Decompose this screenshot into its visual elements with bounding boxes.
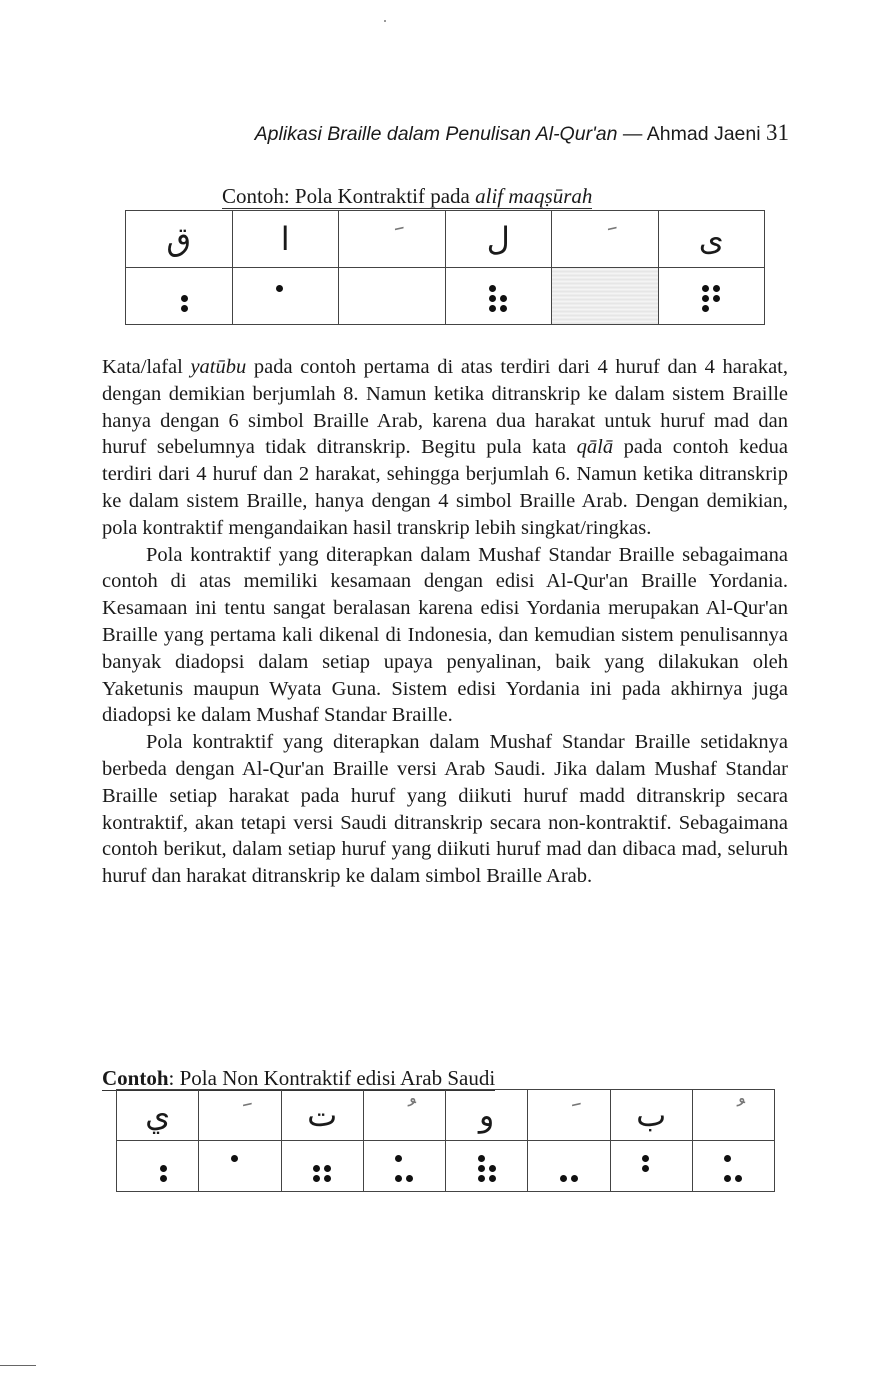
table-cell <box>658 211 765 268</box>
braille-dot-raised <box>478 1155 485 1162</box>
page-number: 31 <box>766 120 789 145</box>
braille-dot-empty <box>489 1155 496 1162</box>
braille-dot-empty <box>596 285 603 292</box>
arabic-letter: ى <box>698 220 724 258</box>
table-cell <box>126 268 233 325</box>
braille-dot-empty <box>713 305 720 312</box>
braille-dot-raised <box>489 1175 496 1182</box>
braille-cell <box>381 283 403 313</box>
table-cell <box>232 211 339 268</box>
braille-dot-empty <box>500 285 507 292</box>
braille-dot-raised <box>395 1155 402 1162</box>
table-cell-shaded <box>552 268 659 325</box>
arabic-letter: ل <box>486 220 510 258</box>
braille-dot-raised <box>478 1165 485 1172</box>
table-cell <box>446 1090 528 1141</box>
example2-caption-rest: : Pola Non Kontraktif edisi Arab Saudi <box>168 1066 496 1090</box>
arabic-letter: ا <box>280 220 290 258</box>
table-cell <box>692 1090 774 1141</box>
paragraph <box>102 542 788 730</box>
braille-dot-empty <box>406 1155 413 1162</box>
braille-dot-raised <box>702 305 709 312</box>
scan-speck <box>384 20 386 22</box>
braille-dot-empty <box>287 295 294 302</box>
braille-dot-empty <box>560 1165 567 1172</box>
example1-caption-term: alif maqṣūrah <box>475 184 593 208</box>
example1-arabic-row <box>126 211 765 268</box>
example2-caption-bold: Contoh <box>102 1066 169 1090</box>
braille-dot-empty <box>596 295 603 302</box>
braille-dot-raised <box>702 285 709 292</box>
braille-dot-empty <box>276 295 283 302</box>
braille-cell <box>311 1153 333 1183</box>
text-run: pada contoh pertama di atas terdiri dari 4 huruf dan 4 harakat, dengan demikian berjumlah 8. Namun ketika ditranskrip ke dalam sistem Braille hanya dengan 6 simbol Braille Arab, karena dua harakat untuk huruf mad dan huruf sebelumnya tidak ditranskrip. Begitu pula kata <box>102 356 788 459</box>
braille-cell <box>476 1153 498 1183</box>
header-book-title: Aplikasi Braille dalam Penulisan Al-Qur'an <box>254 123 618 145</box>
braille-dot-empty <box>607 295 614 302</box>
braille-dot-empty <box>242 1155 249 1162</box>
braille-dot-empty <box>287 285 294 292</box>
braille-dot-raised <box>500 295 507 302</box>
braille-dot-empty <box>170 305 177 312</box>
table-cell <box>528 1090 610 1141</box>
braille-dot-empty <box>231 1175 238 1182</box>
header-author: Ahmad Jaeni <box>646 123 761 145</box>
table-cell <box>658 268 765 325</box>
braille-cell <box>168 283 190 313</box>
example1-caption-prefix: Contoh: Pola Kontraktif pada <box>222 184 476 208</box>
body-text <box>102 354 788 890</box>
braille-cell <box>594 283 616 313</box>
braille-dot-empty <box>242 1175 249 1182</box>
table-cell <box>339 268 446 325</box>
table-cell <box>126 211 233 268</box>
braille-dot-raised <box>324 1165 331 1172</box>
braille-dot-empty <box>735 1165 742 1172</box>
braille-dot-raised <box>702 295 709 302</box>
braille-cell <box>558 1153 580 1183</box>
braille-dot-raised <box>735 1175 742 1182</box>
braille-dot-empty <box>395 1165 402 1172</box>
braille-dot-raised <box>713 285 720 292</box>
margin-rule <box>0 1365 36 1366</box>
running-header <box>244 120 789 146</box>
braille-dot-raised <box>489 295 496 302</box>
braille-cell <box>393 1153 415 1183</box>
table-cell <box>446 1141 528 1192</box>
braille-cell <box>700 283 722 313</box>
braille-dot-raised <box>478 1175 485 1182</box>
paragraph <box>102 729 788 890</box>
table-cell <box>610 1090 692 1141</box>
example1-braille-row <box>126 268 765 325</box>
braille-dot-raised <box>724 1155 731 1162</box>
braille-dot-raised <box>489 305 496 312</box>
braille-dot-empty <box>406 1165 413 1172</box>
braille-dot-empty <box>313 1155 320 1162</box>
braille-cell <box>722 1153 744 1183</box>
table-cell <box>199 1090 281 1141</box>
braille-dot-empty <box>149 1155 156 1162</box>
table-cell <box>528 1141 610 1192</box>
braille-dot-empty <box>170 285 177 292</box>
braille-dot-raised <box>642 1165 649 1172</box>
braille-dot-raised <box>489 1165 496 1172</box>
text-run: Kata/lafal <box>102 356 191 378</box>
braille-dot-empty <box>324 1155 331 1162</box>
braille-cell <box>229 1153 251 1183</box>
braille-dot-empty <box>571 1155 578 1162</box>
table-cell <box>552 211 659 268</box>
table-cell <box>363 1141 445 1192</box>
braille-dot-raised <box>395 1175 402 1182</box>
header-separator: — <box>617 123 647 145</box>
braille-dot-empty <box>596 305 603 312</box>
paragraph <box>102 354 788 542</box>
braille-dot-raised <box>560 1175 567 1182</box>
braille-dot-raised <box>500 305 507 312</box>
example2-arabic-row <box>117 1090 775 1141</box>
braille-dot-raised <box>160 1175 167 1182</box>
braille-cell <box>274 283 296 313</box>
braille-dot-raised <box>406 1175 413 1182</box>
braille-dot-raised <box>642 1155 649 1162</box>
arabic-letter: و <box>478 1096 495 1134</box>
braille-dot-raised <box>313 1165 320 1172</box>
table-cell <box>281 1141 363 1192</box>
table-cell <box>339 211 446 268</box>
braille-dot-empty <box>653 1175 660 1182</box>
braille-dot-empty <box>394 285 401 292</box>
arabic-letter: ق <box>166 220 192 258</box>
braille-dot-empty <box>560 1155 567 1162</box>
table-cell <box>117 1141 199 1192</box>
braille-dot-raised <box>181 295 188 302</box>
braille-dot-empty <box>242 1165 249 1172</box>
example2-caption <box>102 1066 495 1091</box>
braille-dot-empty <box>653 1165 660 1172</box>
braille-dot-empty <box>383 295 390 302</box>
table-cell <box>445 268 552 325</box>
braille-dot-raised <box>324 1175 331 1182</box>
braille-dot-empty <box>383 305 390 312</box>
braille-dot-empty <box>653 1155 660 1162</box>
braille-dot-empty <box>149 1165 156 1172</box>
braille-dot-raised <box>231 1155 238 1162</box>
arabic-letter: ب <box>636 1096 667 1134</box>
example1-caption <box>222 184 592 209</box>
braille-dot-empty <box>607 285 614 292</box>
text-run: Pola kontraktif yang diterapkan dalam Mushaf Standar Braille setidaknya berbeda dengan Al-Qur'an Braille versi Arab Saudi. Jika dalam Mushaf Standar Braille setiap harakat pada huruf yang diikuti huruf madd ditranskrip secara kontraktif, akan tetapi versi Saudi ditranskrip secara non-kontraktif. Sebagaimana contoh berikut, dalam setiap huruf yang diikuti huruf mad dan dibaca mad, seluruh huruf dan harakat ditranskrip ke dalam simbol Braille Arab. <box>102 731 788 888</box>
braille-cell <box>147 1153 169 1183</box>
italic-term: qālā <box>576 436 614 459</box>
braille-dot-empty <box>231 1165 238 1172</box>
braille-dot-raised <box>713 295 720 302</box>
braille-cell <box>487 283 509 313</box>
braille-dot-empty <box>642 1175 649 1182</box>
text-run: Pola kontraktif yang diterapkan dalam Mushaf Standar Braille sebagaimana contoh di atas memiliki kesamaan dengan edisi Al-Qur'an Braille Yordania. Kesamaan ini tentu sangat beralasan karena edisi Yordania merupakan Al-Qur'an Braille yang pertama kali dikenal di Indonesia, dan kemudian sistem penulisannya banyak diadopsi dalam setiap upaya penyalinan, baik yang dilakukan oleh Yaketunis maupun Wyata Guna. Sistem edisi Yordania ini pada akhirnya juga diadopsi ke dalam Mushaf Standar Braille. <box>102 543 788 727</box>
braille-dot-empty <box>724 1165 731 1172</box>
braille-dot-empty <box>394 295 401 302</box>
example2-braille-row <box>117 1141 775 1192</box>
italic-term: yatūbu <box>190 356 247 378</box>
braille-dot-empty <box>276 305 283 312</box>
table-cell <box>692 1141 774 1192</box>
braille-dot-empty <box>735 1155 742 1162</box>
text-run: pada contoh kedua terdiri dari 4 huruf dan 2 harakat, sehingga berjumlah 6. Namun ketika ditranskrip ke dalam sistem Braille, hanya dengan 4 simbol Braille Arab. Dengan demikian, pola kontraktif mengandaikan hasil transkrip lebih singkat/ringkas. <box>102 436 788 539</box>
braille-dot-raised <box>160 1165 167 1172</box>
braille-dot-empty <box>170 295 177 302</box>
arabic-letter: ت <box>307 1096 338 1134</box>
example2-table <box>116 1089 775 1192</box>
braille-dot-raised <box>181 305 188 312</box>
table-cell <box>281 1090 363 1141</box>
braille-dot-empty <box>383 285 390 292</box>
table-cell <box>445 211 552 268</box>
table-cell <box>117 1090 199 1141</box>
braille-dot-raised <box>313 1175 320 1182</box>
braille-cell <box>640 1153 662 1183</box>
example1-table <box>125 210 765 325</box>
braille-dot-empty <box>149 1175 156 1182</box>
braille-dot-empty <box>160 1155 167 1162</box>
table-cell <box>199 1141 281 1192</box>
braille-dot-raised <box>724 1175 731 1182</box>
braille-dot-raised <box>276 285 283 292</box>
braille-dot-raised <box>489 285 496 292</box>
braille-dot-empty <box>287 305 294 312</box>
braille-dot-empty <box>607 305 614 312</box>
braille-dot-empty <box>181 285 188 292</box>
arabic-letter: ي <box>145 1096 171 1134</box>
braille-dot-empty <box>571 1165 578 1172</box>
table-cell <box>232 268 339 325</box>
table-cell <box>610 1141 692 1192</box>
braille-dot-raised <box>571 1175 578 1182</box>
braille-dot-empty <box>394 305 401 312</box>
table-cell <box>363 1090 445 1141</box>
